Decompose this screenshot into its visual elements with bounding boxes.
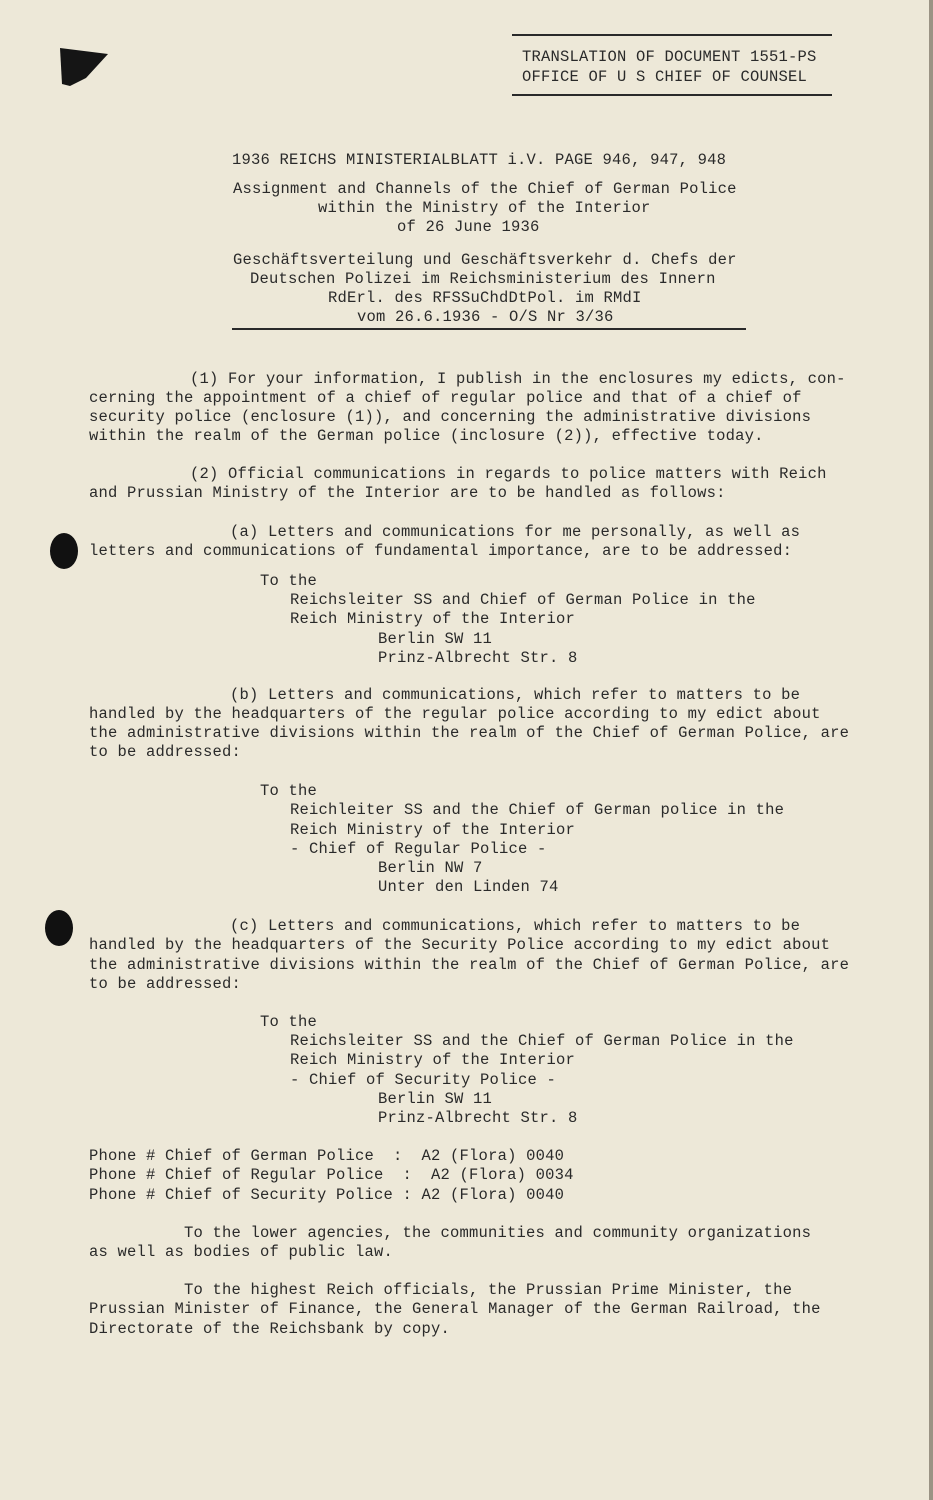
section-a-line: (a) Letters and communications for me personally, as well as xyxy=(230,523,801,541)
header-bottom-rule xyxy=(512,94,832,96)
section-b-to: To the xyxy=(260,782,318,800)
section-a-street: Prinz-Albrecht Str. 8 xyxy=(378,649,578,667)
section-b-street: Unter den Linden 74 xyxy=(378,878,559,896)
punch-hole-1 xyxy=(50,533,78,569)
section-c-line: (c) Letters and communications, which refer to matters to be xyxy=(230,917,801,935)
title-rule xyxy=(232,328,746,330)
section-b-line: to be addressed: xyxy=(89,743,242,761)
phone-line: Phone # Chief of Security Police : A2 (Flora) 0040 xyxy=(89,1186,565,1204)
para2-line: and Prussian Ministry of the Interior are to be handled as follows: xyxy=(89,484,726,502)
section-b-address: - Chief of Regular Police - xyxy=(290,840,547,858)
source-citation: 1936 REICHS MINISTERIALBLATT i.V. PAGE 946, 947, 948 xyxy=(232,151,727,169)
section-a-to: To the xyxy=(260,572,318,590)
section-b-line: (b) Letters and communications, which refer to matters to be xyxy=(230,686,801,704)
section-b-line: the administrative divisions within the realm of the Chief of German Police, are xyxy=(89,724,850,742)
para1-line: within the realm of the German police (inclosure (2)), effective today. xyxy=(89,427,764,445)
section-b-address: Reichleiter SS and the Chief of German police in the xyxy=(290,801,785,819)
page-edge xyxy=(929,0,933,1500)
section-a-line: letters and communications of fundamental importance, are to be addressed: xyxy=(89,542,793,560)
section-c-address: Reich Ministry of the Interior xyxy=(290,1051,576,1069)
section-c-address: - Chief of Security Police - xyxy=(290,1071,557,1089)
section-a-address: Reich Ministry of the Interior xyxy=(290,610,576,628)
section-c-street: Prinz-Albrecht Str. 8 xyxy=(378,1109,578,1127)
para1-line: (1) For your information, I publish in the enclosures my edicts, con- xyxy=(190,370,846,388)
closing2-line: To the highest Reich officials, the Prussian Prime Minister, the xyxy=(184,1281,793,1299)
section-c-line: the administrative divisions within the realm of the Chief of German Police, are xyxy=(89,956,850,974)
section-c-to: To the xyxy=(260,1013,318,1031)
section-a-city: Berlin SW 11 xyxy=(378,630,493,648)
section-a-address: Reichsleiter SS and Chief of German Police in the xyxy=(290,591,756,609)
para1-line: cerning the appointment of a chief of regular police and that of a chief of xyxy=(89,389,802,407)
title-de-4: vom 26.6.1936 - O/S Nr 3/36 xyxy=(357,308,614,326)
closing2-line: Prussian Minister of Finance, the General Manager of the German Railroad, the xyxy=(89,1300,821,1318)
section-c-city: Berlin SW 11 xyxy=(378,1090,493,1108)
header-line-2: OFFICE OF U S CHIEF OF COUNSEL xyxy=(522,68,808,86)
section-b-city: Berlin NW 7 xyxy=(378,859,483,877)
closing1-line: as well as bodies of public law. xyxy=(89,1243,394,1261)
phone-line: Phone # Chief of German Police : A2 (Flora) 0040 xyxy=(89,1147,565,1165)
title-de-3: RdErl. des RFSSuChdDtPol. im RMdI xyxy=(328,289,642,307)
header-top-rule xyxy=(512,34,832,36)
title-de-1: Geschäftsverteilung und Geschäftsverkehr d. Chefs der xyxy=(233,251,737,269)
section-c-line: handled by the headquarters of the Security Police according to my edict about xyxy=(89,936,831,954)
para2-line: (2) Official communications in regards to police matters with Reich xyxy=(190,465,827,483)
section-c-line: to be addressed: xyxy=(89,975,242,993)
closing1-line: To the lower agencies, the communities and community organizations xyxy=(184,1224,812,1242)
phone-line: Phone # Chief of Regular Police : A2 (Flora) 0034 xyxy=(89,1166,574,1184)
title-en-3: of 26 June 1936 xyxy=(397,218,540,236)
header-line-1: TRANSLATION OF DOCUMENT 1551-PS xyxy=(522,48,817,66)
punch-hole-2 xyxy=(45,910,73,946)
section-b-line: handled by the headquarters of the regular police according to my edict about xyxy=(89,705,821,723)
section-c-address: Reichsleiter SS and the Chief of German Police in the xyxy=(290,1032,794,1050)
title-de-2: Deutschen Polizei im Reichsministerium des Innern xyxy=(250,270,716,288)
file-tab-mark-icon xyxy=(58,44,108,90)
title-en-1: Assignment and Channels of the Chief of German Police xyxy=(233,180,737,198)
closing2-line: Directorate of the Reichsbank by copy. xyxy=(89,1320,451,1338)
para1-line: security police (enclosure (1)), and concerning the administrative divisions xyxy=(89,408,812,426)
title-en-2: within the Ministry of the Interior xyxy=(318,199,651,217)
section-b-address: Reich Ministry of the Interior xyxy=(290,821,576,839)
